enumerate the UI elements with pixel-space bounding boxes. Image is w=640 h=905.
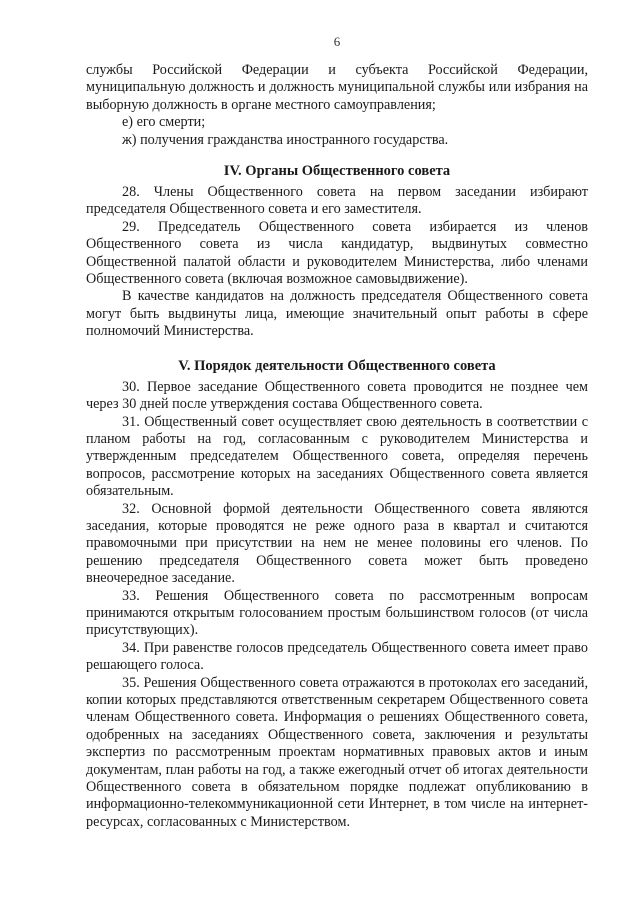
clause-32: 32. Основной формой деятельности Общественного совета являются заседания, которые проводятся не реже одного раза в квартал и считаются правомочными при присутствии на нем не менее половины его членов. По решению председателя Общественного совета может быть проведено внеочередное заседание. — [86, 500, 588, 587]
intro-paragraph-3: ж) получения гражданства иностранного государства. — [122, 131, 449, 148]
clause-29-candidates: В качестве кандидатов на должность председателя Общественного совета могут быть выдвинуты лица, имеющие значительный опыт работы в сфере полномочий Министерства. — [86, 288, 588, 340]
intro-paragraph-2: е) его смерти; — [122, 114, 206, 131]
clause-28: 28. Члены Общественного совета на первом заседании избирают председателя Общественного совета и его заместителя. — [86, 184, 588, 218]
clause-33: 33. Решения Общественного совета по рассмотренным вопросам принимаются открытым голосованием простым большинством голосов (от числа присутствующих). — [86, 587, 588, 639]
clause-29: 29. Председатель Общественного совета избирается из членов Общественного совета из числа кандидатур, выдвинутых совместно Общественной палатой области и руководителем Министерства, либо членами Общественного совета (включая возможное самовыдвижение). — [86, 218, 588, 288]
clause-30: 30. Первое заседание Общественного совета проводится не позднее чем через 30 дней после утверждения состава Общественного совета. — [86, 378, 588, 413]
clause-35: 35. Решения Общественного совета отражаются в протоколах его заседаний, копии которых представляются ответственным секретарем Общественного совета членам Общественного совета. Информация о решениях Общественного совета, одобренных на заседаниях Общественного совета, заключения и результаты экспертиз по рассмотренным проектам нормативных правовых актов и иным документам, план работы на год, а также ежегодный отчет об итогах деятельности Общественного совета в обязательном порядке подлежат опубликованию в информационно-телекоммуникационной сети Интернет, в том числе на интернет-ресурсах, согласованных с Министерством. — [86, 674, 588, 830]
section-5-heading: V. Порядок деятельности Общественного совета — [178, 357, 496, 374]
clause-31: 31. Общественный совет осуществляет свою деятельность в соответствии с планом работы на год, согласованным с руководителем Министерства и утвержденным председателем Общественного совета, определяя перечень вопросов, рассмотрение которых на заседаниях Общественного совета является обязательным. — [86, 413, 588, 500]
page-number: 6 — [333, 34, 341, 49]
intro-paragraph-1: службы Российской Федерации и субъекта Российской Федерации, муниципальную должность и должность муниципальной службы или избрания на выборную должность в органе местного самоуправления; — [86, 62, 588, 113]
section-4-heading: IV. Органы Общественного совета — [223, 163, 451, 180]
clause-34: 34. При равенстве голосов председатель Общественного совета имеет право решающего голоса. — [86, 639, 588, 674]
